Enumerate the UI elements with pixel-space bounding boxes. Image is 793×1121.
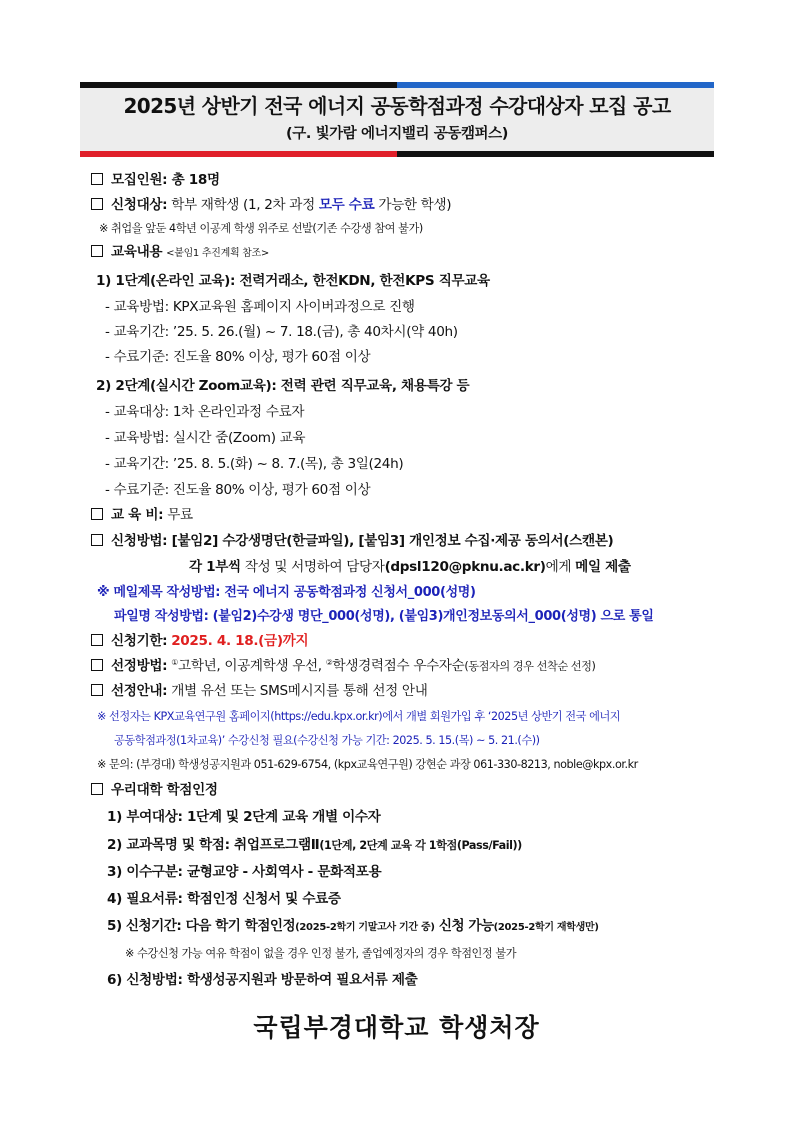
credit-row: 우리대학 학점인정	[91, 780, 218, 800]
header-bottom-bar	[80, 151, 714, 157]
checkbox-icon	[91, 659, 103, 671]
stage1-item: - 교육기간: ’25. 5. 26.(월) ~ 7. 18.(금), 총 40차시(약 40h)	[105, 324, 458, 340]
notice-note1: ※ 선정자는 KPX교육연구원 홈페이지(https://edu.kpx.or.kr)에서 개별 회원가입 후 ‘2025년 상반기 전국 에너지	[97, 710, 621, 723]
checkbox-icon	[91, 534, 103, 546]
checkbox-icon	[91, 198, 103, 210]
page-subtitle: (구. 빛가람 에너지밸리 공동캠퍼스)	[285, 126, 508, 142]
selection-row: 선정방법: ①고학년, 이공계학생 우선, ②학생경력점수 우수자순(동점자의 경우 선착순 선정)	[91, 656, 595, 677]
content-ref: <붙임1 추진계획 참조>	[166, 248, 269, 259]
checkbox-icon	[91, 173, 103, 185]
credit-item: 4) 필요서류: 학점인정 신청서 및 수료증	[107, 891, 341, 907]
method-line1: [붙임2] 수강생명단(한글파일), [붙임3] 개인정보 수집·제공 동의서(스캔본)	[171, 533, 614, 549]
stage2-item: - 교육기간: ’25. 8. 5.(화) ~ 8. 7.(목), 총 3일(24h)	[105, 456, 404, 472]
stage2-item: - 교육대상: 1차 온라인과정 수료자	[105, 404, 305, 420]
deadline-row: 신청기한: 2025. 4. 18.(금)까지	[91, 631, 308, 651]
stage2-item: - 교육방법: 실시간 줌(Zoom) 교육	[105, 430, 306, 446]
deadline-value: 2025. 4. 18.(금)까지	[171, 633, 309, 649]
notice-note2: 공동학점과정(1차교육)’ 수강신청 필요(수강신청 가능 기간: 2025. 5. 15.(목) ~ 5. 21.(수))	[114, 734, 540, 747]
stage2-title: 2) 2단계(실시간 Zoom교육): 전력 관련 직무교육, 채용특강 등	[96, 378, 470, 394]
method-note1: ※ 메일제목 작성방법: 전국 에너지 공동학점과정 신청서_000(성명)	[97, 585, 476, 600]
credit-item: 1) 부여대상: 1단계 및 2단계 교육 개별 이수자	[107, 809, 381, 825]
credit-item: 2) 교과목명 및 학점: 취업프로그램Ⅱ(1단계, 2단계 교육 각 1학점(Pass/Fail))	[107, 837, 522, 853]
title-box	[80, 88, 714, 151]
credit-item: 5) 신청기간: 다음 학기 학점인정(2025-2학기 기말고사 기간 중) 신청 가능(2025-2학기 재학생만)	[107, 918, 599, 934]
stage1-item: - 교육방법: KPX교육원 홈페이지 사이버과정으로 진행	[105, 299, 415, 315]
credit-item: 3) 이수구분: 균형교양 - 사회역사 - 문화적포용	[107, 864, 382, 880]
stage1-title: 1) 1단계(온라인 교육): 전력거래소, 한전KDN, 한전KPS 직무교육	[96, 273, 490, 289]
contact-note: ※ 문의: (부경대) 학생성공지원과 051-629-6754, (kpx교육연구원) 강현순 과장 061-330-8213, noble@kpx.or.kr	[97, 758, 638, 771]
stage1-item: - 수료기준: 진도율 80% 이상, 평가 60점 이상	[105, 349, 371, 365]
credit-note: ※ 수강신청 가능 여유 학점이 없을 경우 인정 불가, 졸업예정자의 경우 학점인정 불가	[125, 947, 517, 960]
fee-value: 무료	[167, 507, 193, 523]
notice-value: 개별 유선 또는 SMS메시지를 통해 선정 안내	[171, 683, 428, 699]
fee-row: 교 육 비: 무료	[91, 505, 193, 525]
checkbox-icon	[91, 634, 103, 646]
method-line2: 각 1부씩 작성 및 서명하여 담당자(dpsl120@pknu.ac.kr)에게 메일 제출	[189, 559, 631, 575]
target-note: ※ 취업을 앞둔 4학년 이공계 학생 위주로 선발(기존 수강생 참여 불가)	[99, 222, 423, 235]
recruit-row: 모집인원: 총 18명	[91, 170, 220, 190]
checkbox-icon	[91, 783, 103, 795]
target-row: 신청대상: 학부 재학생 (1, 2차 과정 모두 수료 가능한 학생)	[91, 195, 451, 215]
content-row: 교육내용 <붙임1 추진계획 참조>	[91, 242, 269, 264]
method-row: 신청방법: [붙임2] 수강생명단(한글파일), [붙임3] 개인정보 수집·제공 동의서(스캔본)	[91, 531, 613, 551]
checkbox-icon	[91, 684, 103, 696]
recruit-value: 총 18명	[171, 172, 220, 188]
method-note2: 파일명 작성방법: (붙임2)수강생 명단_000(성명), (붙임3)개인정보동의서_000(성명) 으로 통일	[114, 609, 654, 624]
issuer-signature: 국립부경대학교 학생처장	[253, 1013, 540, 1042]
contact-email[interactable]: (dpsl120@pknu.ac.kr)	[384, 559, 546, 575]
credit-item: 6) 신청방법: 학생성공지원과 방문하여 필요서류 제출	[107, 972, 418, 988]
page-title: 2025년 상반기 전국 에너지 공동학점과정 수강대상자 모집 공고	[123, 94, 671, 118]
notice-row: 선정안내: 개별 유선 또는 SMS메시지를 통해 선정 안내	[91, 681, 427, 701]
target-highlight: 모두 수료	[318, 197, 375, 213]
stage2-item: - 수료기준: 진도율 80% 이상, 평가 60점 이상	[105, 482, 371, 498]
checkbox-icon	[91, 245, 103, 257]
checkbox-icon	[91, 508, 103, 520]
